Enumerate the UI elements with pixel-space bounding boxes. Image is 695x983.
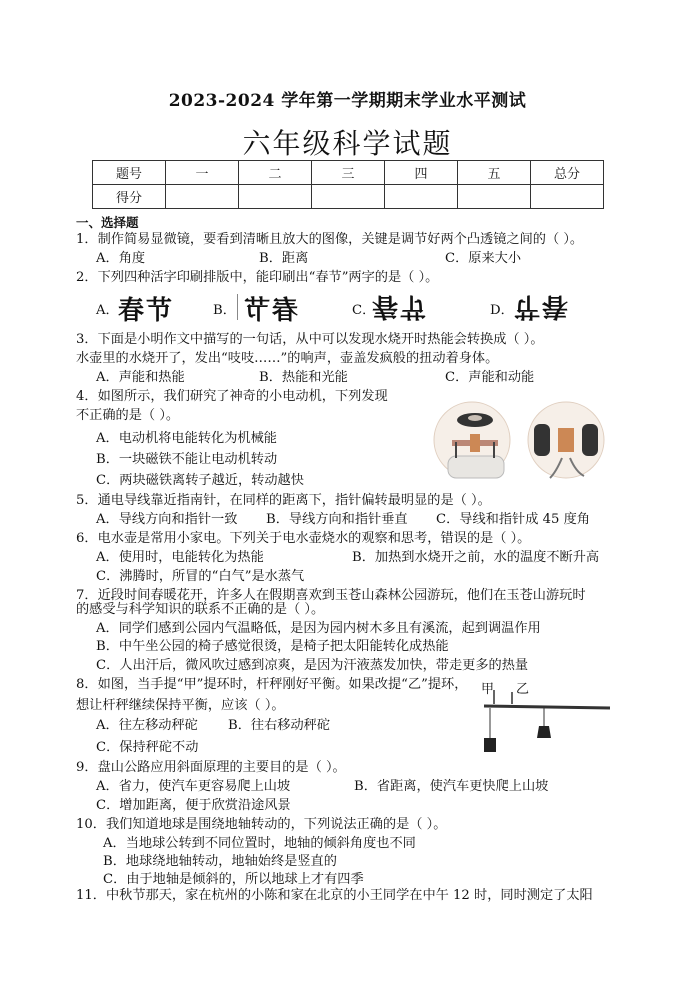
q2-option-a-label[interactable]: A． [96, 303, 119, 318]
q5-option-a[interactable]: A．导线方向和指针一致 [96, 512, 238, 527]
q2-option-b-glyph [242, 290, 298, 327]
question-2: 2．下列四种活字印刷排版中，能印刷出“春节”两字的是（ ）。 [76, 270, 439, 285]
score-input-cell[interactable] [458, 185, 531, 209]
score-cell: 三 [312, 161, 385, 185]
q5-option-b[interactable]: B．导线方向和指针垂直 [266, 512, 408, 527]
q2-option-d-label[interactable]: D． [490, 303, 514, 318]
score-table-score-row [93, 185, 604, 209]
label-jia: 甲 [481, 682, 495, 697]
question-4-cont: 不正确的是（ ）。 [76, 408, 180, 423]
score-input-cell[interactable] [385, 185, 458, 209]
question-8: 8．如图，当手提“甲”提环时，杆秤刚好平衡。如果改提“乙”提环， [76, 677, 468, 692]
q6-option-a[interactable]: A．使用时，电能转化为热能 [96, 550, 264, 565]
score-cell: 总分 [531, 161, 604, 185]
label-yi: 乙 [516, 682, 530, 697]
question-3: 3．下面是小明作文中描写的一句话，从中可以发现水烧开时热能会转换成（ ）。 [76, 332, 544, 347]
q8-option-a[interactable]: A．往左移动秤砣 [96, 718, 198, 733]
q7-option-b[interactable]: B．中午坐公园的椅子感觉很烫，是椅子把太阳能转化成热能 [96, 639, 449, 654]
q8-option-c[interactable]: C．保持秤砣不动 [96, 740, 199, 755]
score-table [92, 160, 604, 209]
q9-option-b[interactable]: B．省距离，使汽车更快爬上山坡 [354, 779, 549, 794]
score-input-cell[interactable] [166, 185, 239, 209]
score-cell: 一 [166, 161, 239, 185]
q5-option-c[interactable]: C．导线和指针成 45 度角 [436, 512, 590, 527]
question-7-cont: 的感受与科学知识的联系不正确的是（ ）。 [76, 602, 325, 617]
score-input-cell[interactable] [312, 185, 385, 209]
q9-option-a[interactable]: A．省力，使汽车更容易爬上山坡 [96, 779, 291, 794]
q10-option-a[interactable]: A．当地球公转到不同位置时，地轴的倾斜角度也不同 [103, 836, 416, 851]
score-cell: 五 [458, 161, 531, 185]
exam-title: 2023-2024 学年第一学期期末学业水平测试 [168, 91, 527, 111]
q2-option-c-glyph [372, 290, 428, 327]
section-heading: 一、选择题 [76, 215, 139, 230]
q1-option-b[interactable]: B．距离 [259, 251, 309, 266]
question-8-cont: 想让杆秤继续保持平衡，应该（ ）。 [76, 698, 285, 713]
q2-glyph-text: 春节 [242, 296, 299, 326]
score-cell: 得分 [93, 185, 166, 209]
score-table-header-row [93, 161, 604, 185]
q6-option-b[interactable]: B．加热到水烧开之前，水的温度不断升高 [352, 550, 600, 565]
q1-option-c[interactable]: C．原来大小 [445, 251, 522, 266]
q7-option-a[interactable]: A．同学们感到公园内气温略低，是因为园内树木多且有溪流，起到调温作用 [96, 621, 541, 636]
score-input-cell[interactable] [531, 185, 604, 209]
q2-option-c-label[interactable]: C． [352, 303, 376, 318]
q2-option-a-glyph [118, 290, 174, 327]
q2-glyph-text: 春节 [512, 291, 569, 321]
q9-option-c[interactable]: C．增加距离，便于欣赏沿途风景 [96, 798, 291, 813]
q2-glyph-text: 春节 [118, 296, 175, 326]
q10-option-c[interactable]: C．由于地轴是倾斜的，所以地球上才有四季 [103, 872, 364, 887]
exam-subtitle: 六年级科学试题 [242, 127, 453, 160]
q3-option-c[interactable]: C．声能和动能 [445, 370, 535, 385]
q4-option-a[interactable]: A．电动机将电能转化为机械能 [96, 431, 277, 446]
question-6: 6．电水壶是常用小家电。下列关于电水壶烧水的观察和思考，错误的是（ ）。 [76, 531, 531, 546]
question-10: 10．我们知道地球是围绕地轴转动的，下列说法正确的是（ ）。 [76, 817, 447, 832]
score-cell: 题号 [93, 161, 166, 185]
question-3-sentence: 水壶里的水烧开了，发出“吱吱……”的响声，壶盖发疯般的扭动着身体。 [76, 351, 499, 366]
q3-option-a[interactable]: A．声能和热能 [96, 370, 185, 385]
score-input-cell[interactable] [239, 185, 312, 209]
q3-option-b[interactable]: B．热能和光能 [259, 370, 348, 385]
q4-option-c[interactable]: C．两块磁铁离转子越近，转动越快 [96, 473, 304, 488]
q8-option-b[interactable]: B．往右移动秤砣 [228, 718, 331, 733]
steelyard-illustration [476, 690, 616, 760]
question-9: 9．盘山公路应用斜面原理的主要目的是（ ）。 [76, 760, 346, 775]
q2-option-b-label[interactable]: B． [213, 303, 236, 318]
question-4: 4．如图所示，我们研究了神奇的小电动机，下列发现 [76, 389, 388, 404]
q2-glyph-text: 春节 [372, 291, 429, 321]
motor-illustration [430, 398, 610, 484]
divider [237, 294, 238, 320]
q4-option-b[interactable]: B．一块磁铁不能让电动机转动 [96, 452, 278, 467]
question-1: 1．制作简易显微镜，要看到清晰且放大的图像，关键是调节好两个凸透镜之间的（ ）。 [76, 232, 584, 247]
question-7: 7．近段时间春暖花开，许多人在假期喜欢到玉苍山森林公园游玩，他们在玉苍山游玩时 [76, 588, 586, 603]
question-11: 11．中秋节那天，家在杭州的小陈和家在北京的小王同学在中午 12 时，同时测定了太阳 [76, 888, 593, 903]
q2-option-d-glyph [512, 290, 568, 327]
q6-option-c[interactable]: C．沸腾时，所冒的“白气”是水蒸气 [96, 569, 305, 584]
score-cell: 四 [385, 161, 458, 185]
q7-option-c[interactable]: C．人出汗后，微风吹过感到凉爽，是因为汗液蒸发加快，带走更多的热量 [96, 658, 529, 673]
q10-option-b[interactable]: B．地球绕地轴转动，地轴始终是竖直的 [103, 854, 337, 869]
question-5: 5．通电导线靠近指南针，在同样的距离下，指针偏转最明显的是（ ）。 [76, 493, 491, 508]
q1-option-a[interactable]: A．角度 [96, 251, 146, 266]
score-cell: 二 [239, 161, 312, 185]
